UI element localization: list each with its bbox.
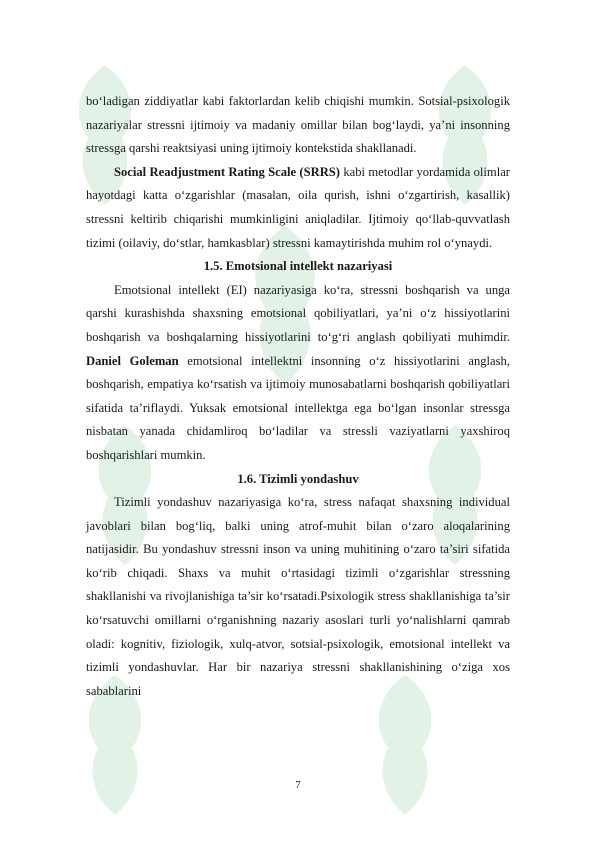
paragraph-continuation: bo‘ladigan ziddiyatlar kabi faktorlardan kelib chiqishi mumkin. Sotsial-psixologik nazariyalar stressni ijtimoiy va madaniy omillar bilan bog‘laydi, ya’ni insonning stressga qarshi reaktsiyasi uning ijtimoiy kontekstida shakllanadi. xyxy=(86,94,510,156)
section-heading-emotional-intelligence: 1.5. Emotsional intellekt nazariyasi xyxy=(203,259,393,274)
page-body xyxy=(86,90,510,703)
srrs-term: Social Readjustment Rating Scale (SRRS) xyxy=(114,164,341,179)
paragraph-emotional-intelligence xyxy=(86,279,510,468)
paragraph-ei-text-rest: emotsional intellektni insonning o‘z hissiyotlarini anglash, boshqarish, empatiya ko‘rsatish va ijtimoiy munosabatlarni boshqarish qobiliyatlari sifatida ta’riflaydi. Yuksak emotsional intellektga ega bo‘lgan insonlar stressga nisbatan yanada chidamliroq bo‘ladilar va stressli vaziyatlarni yaxshiroq boshqarishlari mumkin. xyxy=(86,353,510,462)
paragraph-ei-text-start: Emotsional intellekt (EI) nazariyasiga ko‘ra, stressni boshqarish va unga qarshi kurashishda shaxsning emotsional qobiliyatlari, ya’ni o‘z hissiyotlarini boshqarish va boshqalarning hissiyotlarini to‘g‘ri anglash qobiliyati muhimdir. xyxy=(86,282,510,344)
author-name: Daniel Goleman xyxy=(86,353,179,368)
section-heading-systems-approach: 1.6. Tizimli yondashuv xyxy=(237,471,359,486)
paragraph-srrs-text: kabi metodlar yordamida olimlar hayotdagi katta o‘zgarishlar (masalan, oila qurish, ishni o‘zgartirish, kasallik) stressni keltirib chiqarishi mumkinligini aniqladilar. Ijtimoiy qo‘llab-quvvatlash tizimi (oilaviy, do‘stlar, hamkasblar) stressni kamaytirishda muhim rol o‘ynaydi. xyxy=(86,164,510,250)
paragraph-srrs xyxy=(86,161,510,255)
paragraph-systems-approach: Tizimli yondashuv nazariyasiga ko‘ra, stress nafaqat shaxsning individual javoblari bilan bog‘liq, balki uning atrof-muhit bilan o‘zaro aloqalarining natijasidir. Bu yondashuv stressni inson va uning muhitining o‘zaro ta’siri sifatida ko‘rib chiqadi. Shaxs va muhit o‘rtasidagi tizimli o‘zgarishlar stressning shakllanishi va rivojlanishiga ta’sir ko‘rsatadi.Psixologik stress shakllanishiga ta’sir ko‘rsatuvchi omillarni o‘rganishning nazariy asoslari turli yo‘nalishlarni qamrab oladi: kognitiv, fiziologik, xulq-atvor, sotsial-psixologik, emotsional intellekt va tizimli yondashuvlar. Har bir nazariya stressni shakllanishining o‘ziga xos sabablarini xyxy=(86,495,510,698)
page-number: 7 xyxy=(295,779,301,791)
